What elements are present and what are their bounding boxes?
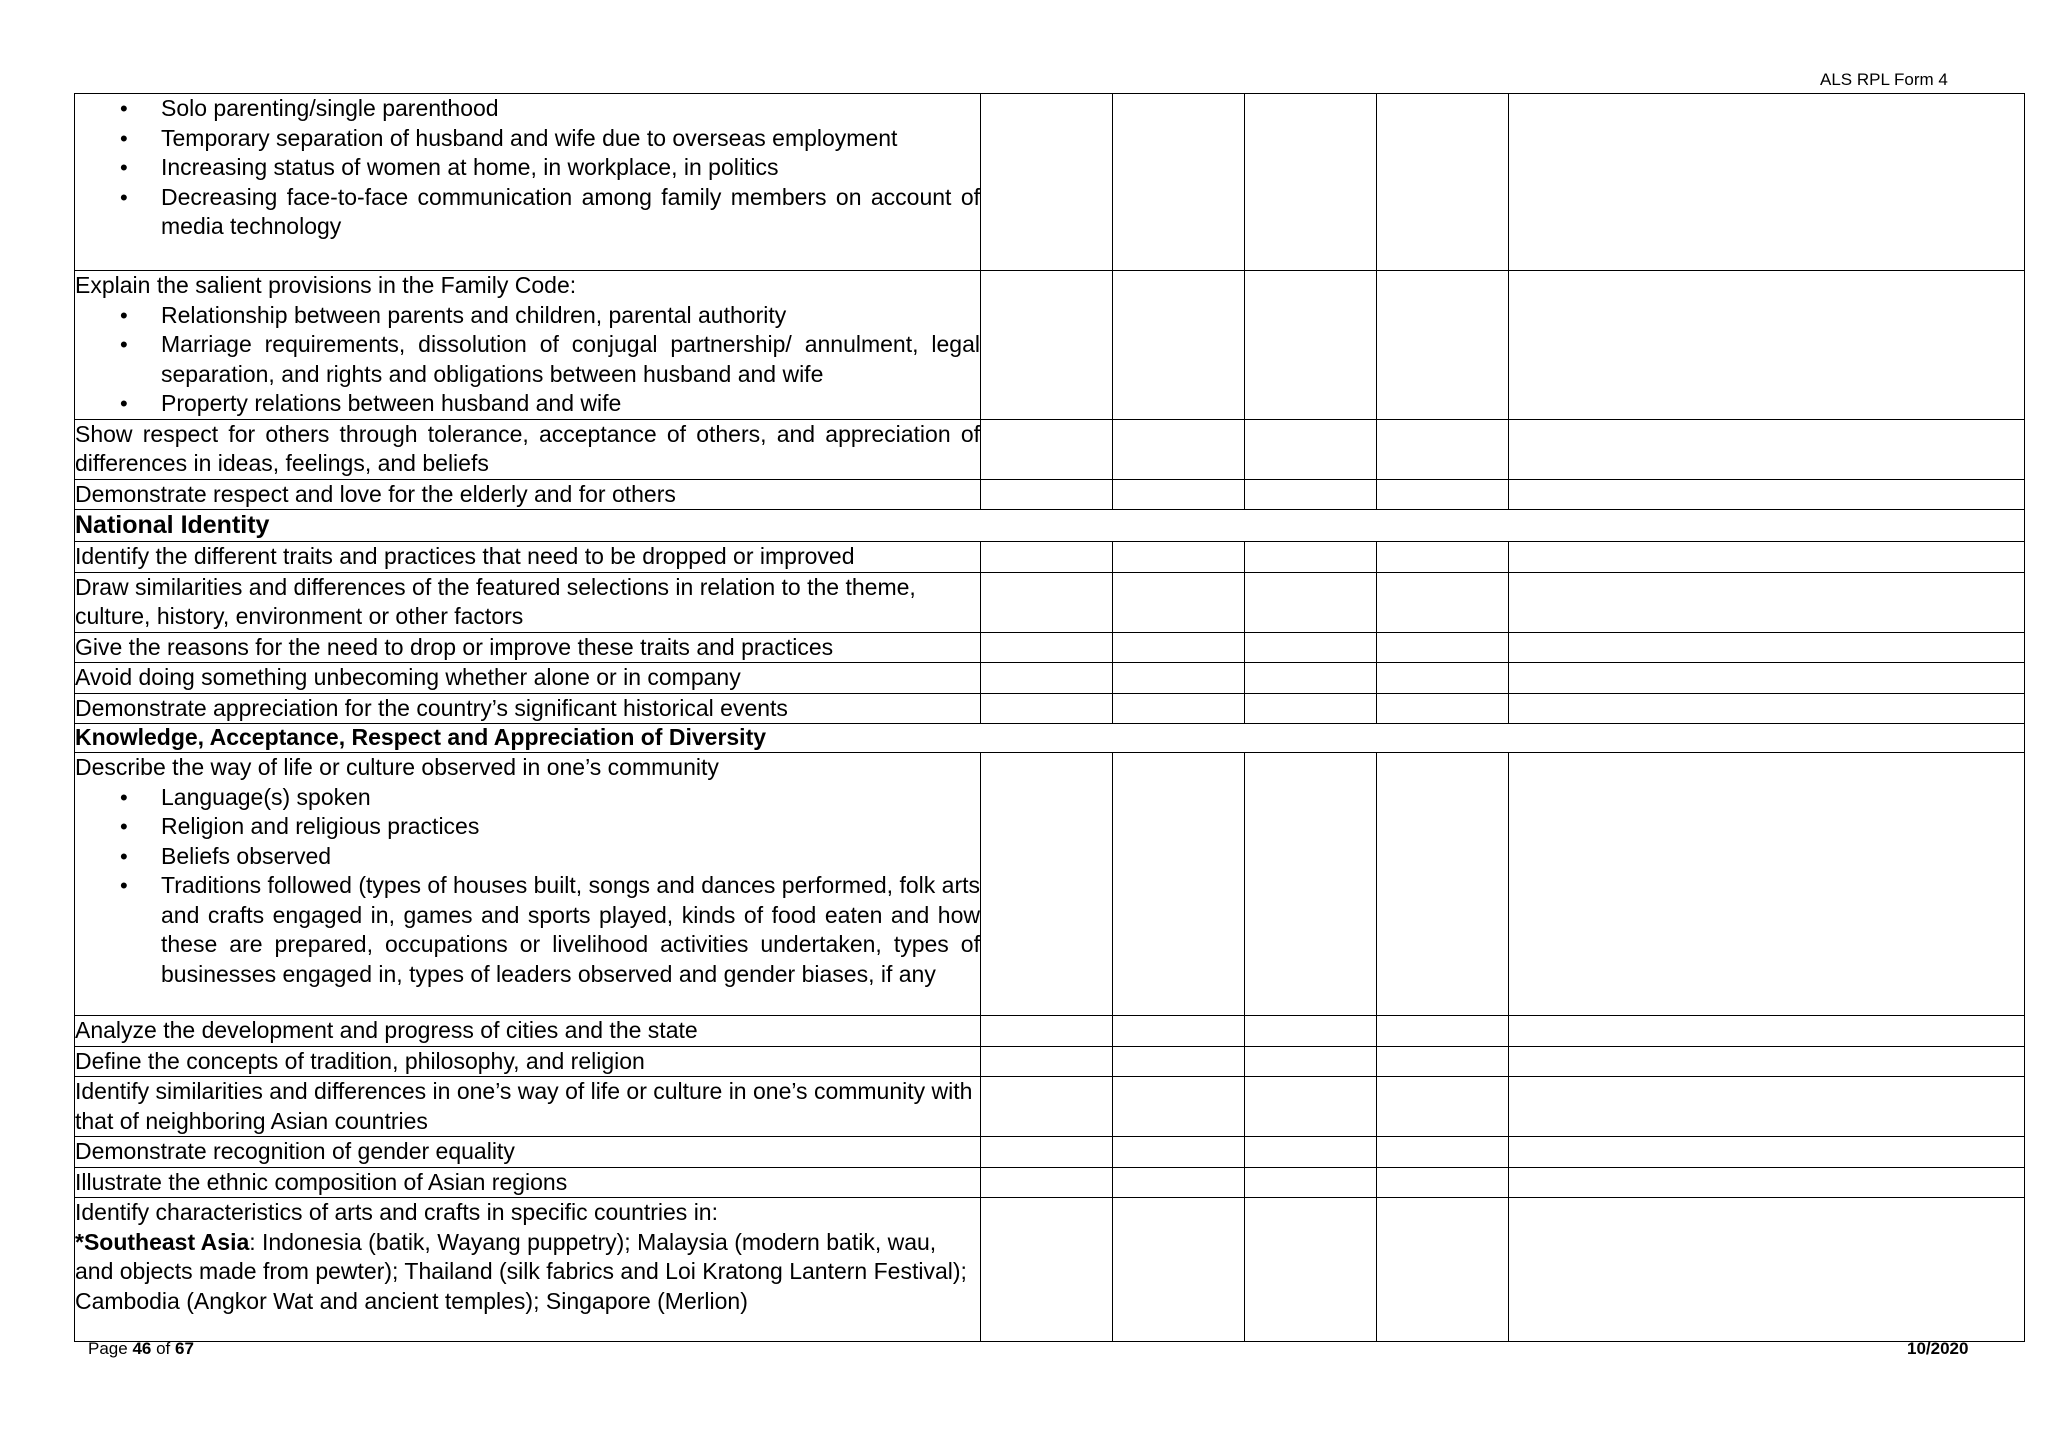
rating-cell[interactable] (1113, 1077, 1245, 1137)
table-row (75, 663, 2025, 694)
rating-cell[interactable] (1377, 1077, 1509, 1137)
table-row (75, 693, 2025, 724)
competency-cell: Avoid doing something unbecoming whether alone or in company (75, 663, 981, 694)
rating-cell[interactable] (1377, 271, 1509, 420)
table-row (75, 94, 2025, 271)
rating-cell[interactable] (1377, 542, 1509, 573)
rating-cell[interactable] (1245, 1167, 1377, 1198)
rating-cell[interactable] (1113, 1167, 1245, 1198)
rating-cell[interactable] (981, 632, 1113, 663)
rating-cell[interactable] (1245, 542, 1377, 573)
table-row (75, 753, 2025, 1016)
table-row (75, 632, 2025, 663)
rating-cell[interactable] (981, 1077, 1113, 1137)
page-current: 46 (132, 1339, 152, 1358)
rating-cell[interactable] (981, 479, 1113, 510)
rating-cell[interactable] (1245, 94, 1377, 271)
list-item: • Property relations between husband and wife (75, 389, 980, 419)
rating-cell[interactable] (1377, 632, 1509, 663)
rating-cell[interactable] (1113, 94, 1245, 271)
list-item: • Increasing status of women at home, in workplace, in politics (75, 153, 980, 183)
remarks-cell[interactable] (1509, 1198, 2025, 1342)
rating-cell[interactable] (981, 1167, 1113, 1198)
page-prefix: Page (88, 1339, 133, 1358)
competency-cell: Demonstrate appreciation for the country’s significant historical events (75, 693, 981, 724)
competency-cell (75, 753, 981, 1016)
page-total: 67 (174, 1339, 194, 1358)
remarks-cell[interactable] (1509, 1046, 2025, 1077)
rating-cell[interactable] (1245, 753, 1377, 1016)
rating-cell[interactable] (1113, 663, 1245, 694)
rating-cell[interactable] (1377, 419, 1509, 479)
table-row (75, 542, 2025, 573)
rating-cell[interactable] (981, 1016, 1113, 1047)
remarks-cell[interactable] (1509, 753, 2025, 1016)
remarks-cell[interactable] (1509, 572, 2025, 632)
list-item: • Traditions followed (types of houses built, songs and dances performed, folk arts and crafts engaged in, games and sports played, kinds of food eaten and how these are prepared, occupations or livelihood activities undertaken, types of businesses engaged in, types of leaders observed and gender biases, if any (75, 871, 980, 989)
rating-cell[interactable] (1377, 1198, 1509, 1342)
rating-cell[interactable] (981, 753, 1113, 1016)
rating-cell[interactable] (1113, 1016, 1245, 1047)
section-row (75, 724, 2025, 753)
competency-cell: Demonstrate respect and love for the elderly and for others (75, 479, 981, 510)
remarks-cell[interactable] (1509, 419, 2025, 479)
competency-cell: Give the reasons for the need to drop or improve these traits and practices (75, 632, 981, 663)
rating-cell[interactable] (981, 1046, 1113, 1077)
rating-cell[interactable] (981, 663, 1113, 694)
table-row (75, 1077, 2025, 1137)
southeast-asia-text (75, 1228, 980, 1317)
row-intro: Explain the salient provisions in the Family Code: (75, 272, 577, 298)
rating-cell[interactable] (1113, 693, 1245, 724)
rating-cell[interactable] (981, 572, 1113, 632)
table-row (75, 1198, 2025, 1342)
revision-date: 10/2020 (1907, 1339, 1969, 1358)
rating-cell[interactable] (1245, 479, 1377, 510)
table-row (75, 1016, 2025, 1047)
rating-cell[interactable] (1245, 632, 1377, 663)
table-row (75, 572, 2025, 632)
row-intro: Identify characteristics of arts and crafts in specific countries in: (75, 1199, 718, 1225)
rating-cell[interactable] (1377, 94, 1509, 271)
rating-cell[interactable] (1245, 1016, 1377, 1047)
rating-cell[interactable] (1377, 1167, 1509, 1198)
list-item: • Temporary separation of husband and wife due to overseas employment (75, 124, 980, 154)
remarks-cell[interactable] (1509, 94, 2025, 271)
row-intro: Describe the way of life or culture observed in one’s community (75, 754, 719, 780)
rating-cell[interactable] (981, 1198, 1113, 1342)
rating-cell[interactable] (1245, 1198, 1377, 1342)
remarks-cell[interactable] (1509, 1137, 2025, 1168)
list-item: • Beliefs observed (75, 842, 980, 872)
table-row (75, 479, 2025, 510)
competency-cell: Define the concepts of tradition, philosophy, and religion (75, 1046, 981, 1077)
rating-cell[interactable] (1245, 1046, 1377, 1077)
rating-cell[interactable] (981, 1137, 1113, 1168)
competency-cell (75, 1198, 981, 1342)
rating-cell[interactable] (1113, 1137, 1245, 1168)
remarks-cell[interactable] (1509, 479, 2025, 510)
list-item: • Language(s) spoken (75, 783, 980, 813)
remarks-cell[interactable] (1509, 1167, 2025, 1198)
rating-cell[interactable] (1245, 271, 1377, 420)
table-row (75, 271, 2025, 420)
rating-cell[interactable] (1377, 1016, 1509, 1047)
rating-cell[interactable] (1245, 419, 1377, 479)
section-heading-diversity: Knowledge, Acceptance, Respect and Appreciation of Diversity (75, 724, 2025, 753)
remarks-cell[interactable] (1509, 663, 2025, 694)
competency-cell: Show respect for others through tolerance, acceptance of others, and appreciation of differences in ideas, feelings, and beliefs (75, 419, 981, 479)
remarks-cell[interactable] (1509, 1016, 2025, 1047)
competency-table (74, 93, 2025, 1342)
rating-cell[interactable] (1245, 1137, 1377, 1168)
list-item: • Decreasing face-to-face communication among family members on account of media technology (75, 183, 980, 242)
rating-cell[interactable] (1245, 693, 1377, 724)
rating-cell[interactable] (1377, 1046, 1509, 1077)
remarks-cell[interactable] (1509, 693, 2025, 724)
table-row (75, 419, 2025, 479)
competency-cell: Analyze the development and progress of cities and the state (75, 1016, 981, 1047)
page-of: of (151, 1339, 175, 1358)
rating-cell[interactable] (1245, 572, 1377, 632)
remarks-cell[interactable] (1509, 1077, 2025, 1137)
rating-cell[interactable] (1245, 1077, 1377, 1137)
rating-cell[interactable] (1377, 1137, 1509, 1168)
competency-cell: Illustrate the ethnic composition of Asian regions (75, 1167, 981, 1198)
rating-cell[interactable] (981, 542, 1113, 573)
rating-cell[interactable] (981, 271, 1113, 420)
competency-cell: Demonstrate recognition of gender equality (75, 1137, 981, 1168)
rating-cell[interactable] (1377, 479, 1509, 510)
rating-cell[interactable] (1377, 753, 1509, 1016)
rating-cell[interactable] (1113, 753, 1245, 1016)
rating-cell[interactable] (981, 94, 1113, 271)
competency-cell: Draw similarities and differences of the featured selections in relation to the theme, culture, history, environment or other factors (75, 572, 981, 632)
rating-cell[interactable] (1113, 542, 1245, 573)
section-row (75, 510, 2025, 542)
rating-cell[interactable] (1113, 419, 1245, 479)
competency-cell (75, 94, 981, 271)
rating-cell[interactable] (981, 419, 1113, 479)
table-row (75, 1137, 2025, 1168)
remarks-cell[interactable] (1509, 542, 2025, 573)
region-details: : Indonesia (batik, Wayang puppetry); Malaysia (modern batik, wau, and objects made from pewter); Thailand (silk fabrics and Loi Kratong Lantern Festival); Cambodia (Angkor Wat and ancient temples); Singapore (Merlion) (75, 1228, 967, 1314)
form-label: ALS RPL Form 4 (1820, 70, 1948, 89)
competency-cell (75, 271, 981, 420)
rating-cell[interactable] (1377, 693, 1509, 724)
table-row (75, 1046, 2025, 1077)
rating-cell[interactable] (1113, 1198, 1245, 1342)
rating-cell[interactable] (1113, 1046, 1245, 1077)
region-label: *Southeast Asia (75, 1228, 250, 1255)
list-item: • Marriage requirements, dissolution of conjugal partnership/ annulment, legal separation, and rights and obligations between husband and wife (75, 330, 980, 389)
rating-cell[interactable] (1377, 663, 1509, 694)
rating-cell[interactable] (1113, 572, 1245, 632)
remarks-cell[interactable] (1509, 271, 2025, 420)
rating-cell[interactable] (981, 693, 1113, 724)
table-row (75, 1167, 2025, 1198)
rating-cell[interactable] (1245, 663, 1377, 694)
rating-cell[interactable] (1113, 479, 1245, 510)
list-item: • Religion and religious practices (75, 812, 980, 842)
list-item: • Relationship between parents and children, parental authority (75, 301, 980, 331)
page-number (88, 1339, 194, 1359)
rating-cell[interactable] (1377, 572, 1509, 632)
rating-cell[interactable] (1113, 632, 1245, 663)
competency-cell: Identify the different traits and practices that need to be dropped or improved (75, 542, 981, 573)
remarks-cell[interactable] (1509, 632, 2025, 663)
rating-cell[interactable] (1113, 271, 1245, 420)
competency-cell: Identify similarities and differences in one’s way of life or culture in one’s community with that of neighboring Asian countries (75, 1077, 981, 1137)
section-heading-national-identity: National Identity (75, 510, 2025, 542)
list-item: • Solo parenting/single parenthood (75, 94, 980, 124)
